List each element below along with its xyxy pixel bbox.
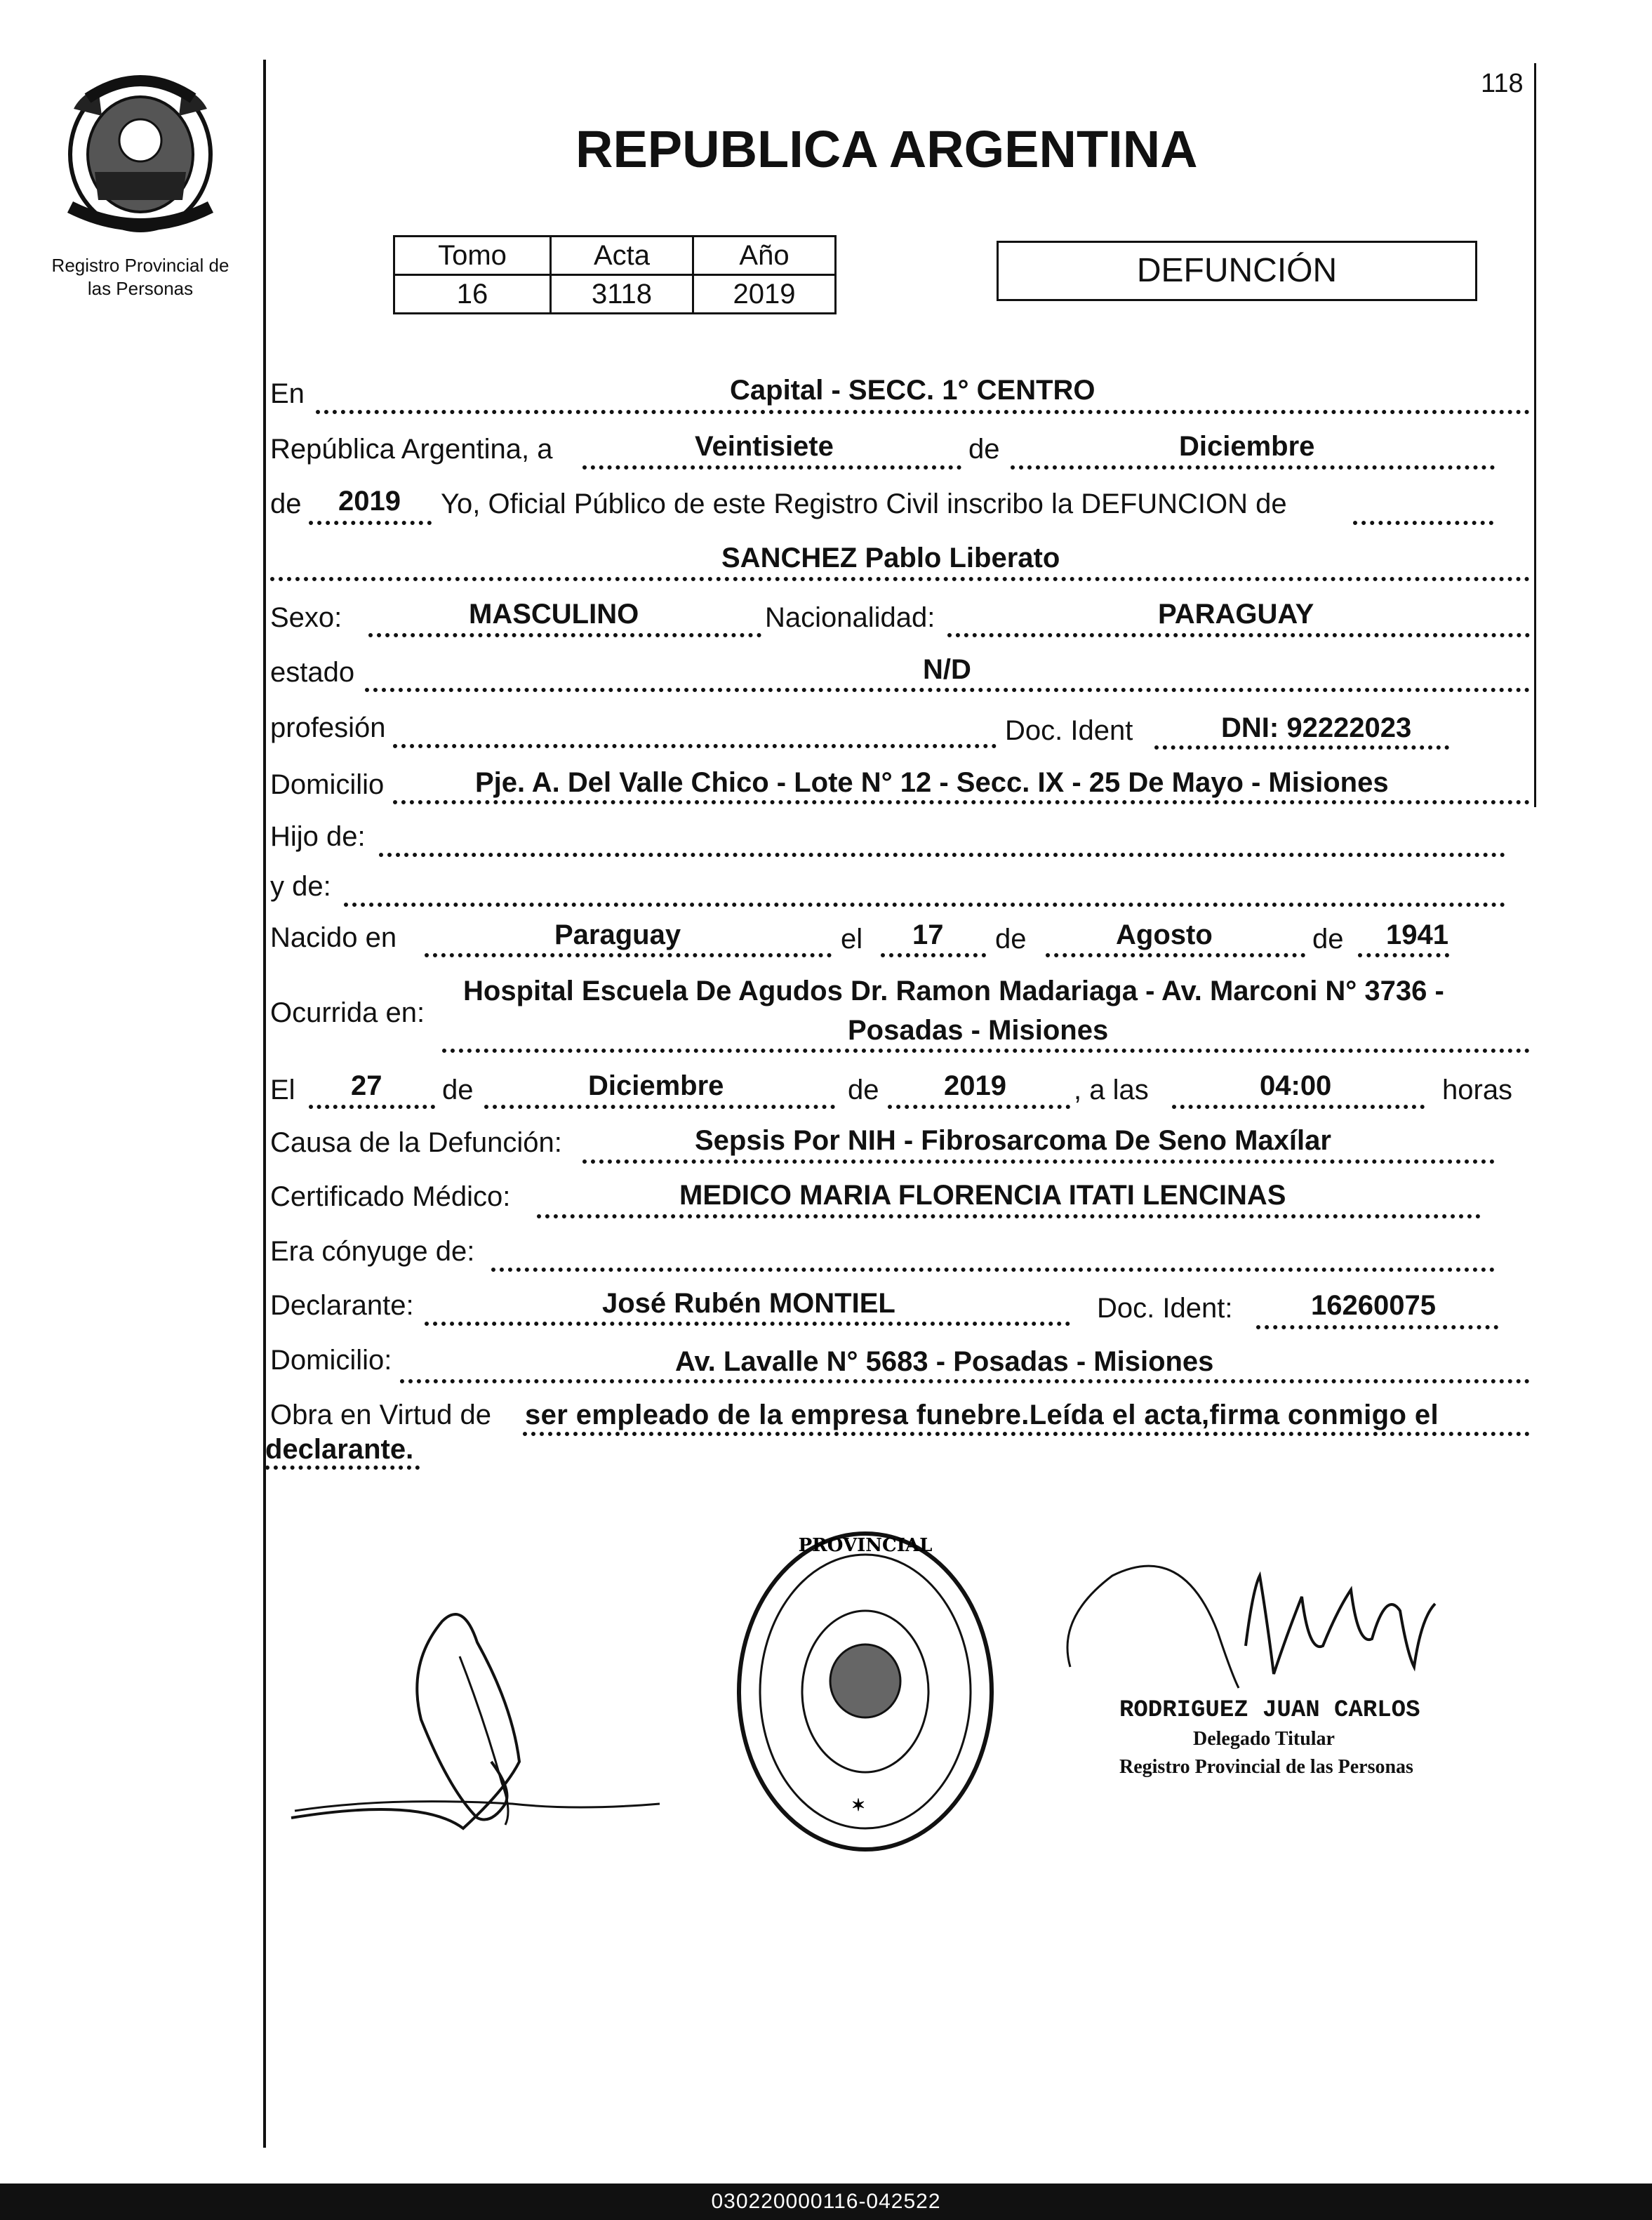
record-table [393,235,837,314]
official-name: RODRIGUEZ JUAN CARLOS [1119,1697,1420,1724]
conyuge-label: Era cónyuge de: [270,1236,475,1267]
dotted-line [368,633,761,637]
yo-text: Yo, Oficial Público de este Registro Civil inscribo la DEFUNCION de [441,488,1287,519]
el2-label: El [270,1075,295,1105]
deceased-name: SANCHEZ Pablo Liberato [721,543,1060,573]
domicilio-value: Pje. A. Del Valle Chico - Lote N° 12 - Secc. IX - 25 De Mayo - Misiones [475,767,1389,798]
dotted-line [1256,1325,1498,1329]
dotted-line [888,1105,1070,1109]
table-header-anio: Año [693,237,836,275]
domicilio-label: Domicilio [270,769,385,800]
death-de1: de [442,1075,474,1105]
death-day: 27 [351,1070,382,1101]
dotted-line [947,633,1530,637]
registry-stamp [728,1523,1002,1860]
declarante-doc-value: 16260075 [1311,1290,1436,1321]
obra-value-line2: declarante. [265,1434,414,1465]
doc-ident-value: DNI: 92222023 [1221,712,1412,743]
table-header-tomo: Tomo [394,237,551,275]
dotted-line [442,1049,1530,1053]
agency-name [28,254,253,300]
nacido-lugar: Paraguay [554,919,681,950]
nacido-label: Nacido en [270,922,397,953]
domicilio2-label: Domicilio: [270,1345,392,1376]
nacido-de1: de [995,924,1027,955]
death-year: 2019 [944,1070,1006,1101]
dotted-line [881,953,986,957]
table-header-acta: Acta [551,237,693,275]
horas-label: horas [1442,1075,1513,1105]
dotted-line [1046,953,1305,957]
table-cell-anio: 2019 [693,275,836,314]
dotted-line [309,1105,435,1109]
causa-value: Sepsis Por NIH - Fibrosarcoma De Seno Maxílar [695,1125,1331,1156]
profesion-label: profesión [270,712,386,743]
death-de2: de [848,1075,879,1105]
page-number: 118 [1481,69,1524,98]
dotted-line [1358,953,1449,957]
dotted-line [425,953,832,957]
ocurrida-line2: Posadas - Misiones [848,1015,1109,1046]
official-signature [1056,1548,1477,1709]
right-margin-line [1534,63,1536,807]
nacionalidad-label: Nacionalidad: [765,602,935,633]
svg-text:PROVINCIAL: PROVINCIAL [798,1535,933,1556]
agency-line-1: Registro Provincial de [51,255,229,276]
agency-line-2: las Personas [87,277,194,299]
hijo-label: Hijo de: [270,821,366,852]
el-label: el [841,924,863,955]
dotted-line [344,903,1505,907]
document-type-box: DEFUNCIÓN [997,241,1477,301]
de-label: de [968,434,1000,465]
dotted-line [491,1268,1495,1272]
declarant-signature [281,1579,674,1846]
dotted-line [393,744,997,748]
official-title: Delegado Titular [1193,1728,1335,1750]
certificado-value: MEDICO MARIA FLORENCIA ITATI LENCINAS [679,1180,1286,1211]
sexo-value: MASCULINO [469,599,639,630]
dotted-line [484,1105,835,1109]
declarante-label: Declarante: [270,1290,414,1321]
nacido-dia: 17 [912,919,944,950]
nacido-mes: Agosto [1116,919,1213,950]
death-time: 04:00 [1260,1070,1332,1101]
a-las-label: , a las [1074,1075,1149,1105]
day-words: Veintisiete [695,431,834,462]
republica-label: República Argentina, a [270,434,553,465]
year: 2019 [338,486,401,517]
estado-value: N/D [923,654,971,685]
estado-label: estado [270,657,355,688]
province-emblem [60,67,221,239]
dotted-line [1154,745,1449,750]
dotted-line [1353,521,1493,525]
month: Diciembre [1179,431,1315,462]
official-office: Registro Provincial de las Personas [1119,1756,1413,1778]
dotted-line [270,577,1530,581]
declarante-doc-label: Doc. Ident: [1097,1293,1233,1324]
domicilio2-value: Av. Lavalle N° 5683 - Posadas - Misiones [675,1346,1214,1377]
dotted-line [537,1214,1481,1218]
dotted-line [393,800,1530,804]
certificado-label: Certificado Médico: [270,1181,511,1212]
en-value: Capital - SECC. 1° CENTRO [730,375,1095,406]
en-label: En [270,378,305,409]
dotted-line [309,521,432,525]
dotted-line [265,1465,420,1470]
table-cell-acta: 3118 [551,275,693,314]
dotted-line [1011,465,1495,470]
de2-label: de [270,488,302,519]
dotted-line [582,1159,1495,1164]
ocurrida-label: Ocurrida en: [270,997,425,1028]
footer-code: 030220000116-042522 [0,2184,1652,2220]
table-cell-tomo: 16 [394,275,551,314]
page-title: REPUBLICA ARGENTINA [575,120,1198,178]
dotted-line [1172,1105,1425,1109]
dotted-line [379,853,1505,857]
declarante-value: José Rubén MONTIEL [602,1288,895,1319]
obra-label: Obra en Virtud de [270,1400,492,1430]
causa-label: Causa de la Defunción: [270,1127,562,1158]
svg-text:✶: ✶ [851,1795,866,1815]
dotted-line [400,1379,1530,1383]
dotted-line [425,1322,1070,1326]
doc-ident-label: Doc. Ident [1005,715,1133,746]
obra-value-line1: ser empleado de la empresa funebre.Leída el acta,firma conmigo el [525,1400,1439,1430]
sexo-label: Sexo: [270,602,342,633]
dotted-line [582,465,961,470]
dotted-line [316,410,1530,414]
dotted-line [523,1432,1530,1436]
margin-line [263,60,266,2148]
ocurrida-line1: Hospital Escuela De Agudos Dr. Ramon Madariaga - Av. Marconi N° 3736 - [463,976,1444,1006]
dotted-line [365,688,1530,692]
nacionalidad-value: PARAGUAY [1158,599,1314,630]
yde-label: y de: [270,871,331,902]
nacido-de2: de [1312,924,1344,955]
nacido-anio: 1941 [1386,919,1448,950]
death-month: Diciembre [588,1070,724,1101]
